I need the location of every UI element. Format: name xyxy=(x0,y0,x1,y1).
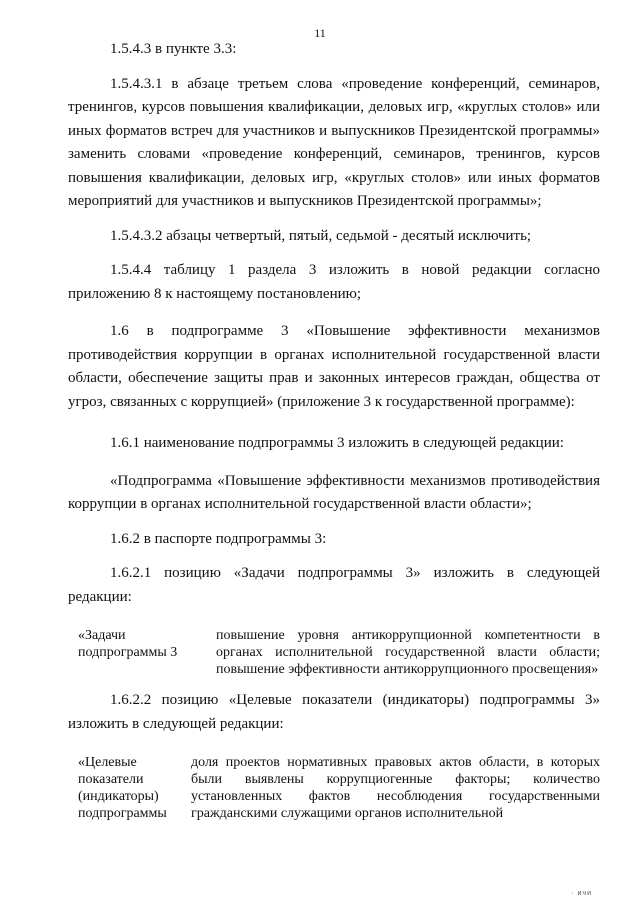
footer-mark: · ичи xyxy=(571,890,592,897)
passport-row-value: повышение уровня антикоррупционной компетентности в органах исполнительной государственной власти области; повышение эффективности антикоррупционного просвещения» xyxy=(216,628,600,677)
paragraph-subprogram-title: «Подпрограмма «Повышение эффективности механизмов противодействия коррупции в органах исполнительной государственной власти области»; xyxy=(68,472,600,512)
paragraph-1-5-4-3-1: 1.5.4.3.1 в абзаце третьем слова «проведение конференций, семинаров, тренингов, курсов повышения квалификации, деловых игр, «круглых столов» или иных форматов встреч для участников и выпускников Президентской программы» заменить словами «проведение конференций, семинаров, тренингов, курсов повышения квалификации, деловых игр, «круглых столов» или иных форматов мероприятий для участников и выпускников Президентской программы»; xyxy=(68,75,600,209)
paragraph-1-6-2-2: 1.6.2.2 позицию «Целевые показатели (индикаторы) подпрограммы 3» изложить в следующей редакции: xyxy=(68,692,600,732)
passport-row-tasks xyxy=(78,627,600,678)
paragraph-1-6-2: 1.6.2 в паспорте подпрограммы 3: xyxy=(110,530,327,547)
document-body xyxy=(68,38,600,822)
paragraph-1-5-4-4: 1.5.4.4 таблицу 1 раздела 3 изложить в новой редакции согласно приложению 8 к настоящему постановлению; xyxy=(68,262,600,302)
passport-row-value: доля проектов нормативных правовых актов области, в которых были выявлены коррупциогенные факторы; количество установленных фактов несоблюдения государственными гражданскими служащими органов исполнительной xyxy=(191,755,600,821)
paragraph-1-5-4-3: 1.5.4.3 в пункте 3.3: xyxy=(110,41,237,57)
paragraph-1-6-1: 1.6.1 наименование подпрограммы 3 изложить в следующей редакции: xyxy=(110,435,564,451)
passport-row-label: «Целевые показатели (индикаторы) подпрограммы xyxy=(78,755,167,821)
passport-row-indicators xyxy=(78,754,600,822)
paragraph-1-6: 1.6 в подпрограмме 3 «Повышение эффективности механизмов противодействия коррупции в органах исполнительной государственной власти области, обеспечение защиты прав и законных интересов граждан, общества от угроз, связанных с коррупцией» (приложение 3 к государственной программе): xyxy=(68,323,600,410)
paragraph-1-5-4-3-2: 1.5.4.3.2 абзацы четвертый, пятый, седьмой - десятый исключить; xyxy=(110,227,532,244)
passport-row-label: «Задачи подпрограммы 3 xyxy=(78,628,178,660)
paragraph-1-6-2-1: 1.6.2.1 позицию «Задачи подпрограммы 3» изложить в следующей редакции: xyxy=(68,565,600,605)
page-number: 11 xyxy=(314,26,326,40)
